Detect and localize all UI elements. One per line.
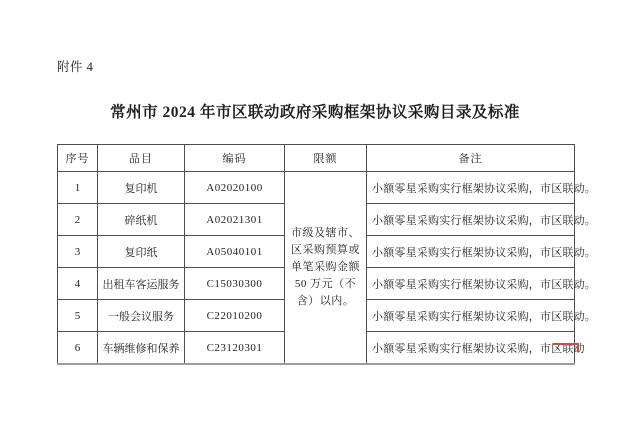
item-cell: 复印纸 xyxy=(98,236,185,268)
remark-cell: 小额零星采购实行框架协议采购，市区联动。 xyxy=(367,172,575,204)
code-cell: C15030300 xyxy=(185,268,285,300)
remark-cell: 小额零星采购实行框架协议采购，市区联动。 xyxy=(367,204,575,236)
row-number-cell: 5 xyxy=(58,300,98,332)
code-cell: C22010200 xyxy=(185,300,285,332)
header-no: 序号 xyxy=(58,145,98,172)
table-header-row xyxy=(58,145,575,172)
document-title: 常州市 2024 年市区联动政府采购框架协议采购目录及标准 xyxy=(110,104,520,121)
item-cell: 复印机 xyxy=(98,172,185,204)
header-remark: 备注 xyxy=(367,145,575,172)
limit-merged-cell: 市级及辖市、区采购预算或单笔采购金额 50 万元（不含）以内。 xyxy=(285,172,367,365)
row-number-cell: 1 xyxy=(58,172,98,204)
remark-cell: 小额零星采购实行框架协议采购，市区联动。 xyxy=(367,300,575,332)
row-number-cell: 2 xyxy=(58,204,98,236)
attachment-label: 附件 4 xyxy=(57,60,94,74)
remark-text: 小额零星采购实行框架协议采购，市区联动 xyxy=(372,342,585,355)
row-number-cell: 6 xyxy=(58,332,98,365)
item-cell: 一般会议服务 xyxy=(98,300,185,332)
item-cell: 出租车客运服务 xyxy=(98,268,185,300)
item-cell: 车辆维修和保养 xyxy=(98,332,185,365)
remark-cell: 小额零星采购实行框架协议采购，市区联动。 xyxy=(367,236,575,268)
header-item: 品目 xyxy=(98,145,185,172)
remark-cell: 小额零星采购实行框架协议采购，市区联动。 xyxy=(367,268,575,300)
procurement-catalog-table xyxy=(57,144,596,365)
row-number-cell: 4 xyxy=(58,268,98,300)
code-cell: C23120301 xyxy=(185,332,285,365)
row-number-cell: 3 xyxy=(58,236,98,268)
red-annotation-mark xyxy=(553,343,579,352)
code-cell: A02021301 xyxy=(185,204,285,236)
header-code: 编码 xyxy=(185,145,285,172)
item-cell: 碎纸机 xyxy=(98,204,185,236)
header-limit: 限额 xyxy=(285,145,367,172)
code-cell: A05040101 xyxy=(185,236,285,268)
remark-cell xyxy=(367,332,585,365)
code-cell: A02020100 xyxy=(185,172,285,204)
table-row xyxy=(58,172,575,204)
